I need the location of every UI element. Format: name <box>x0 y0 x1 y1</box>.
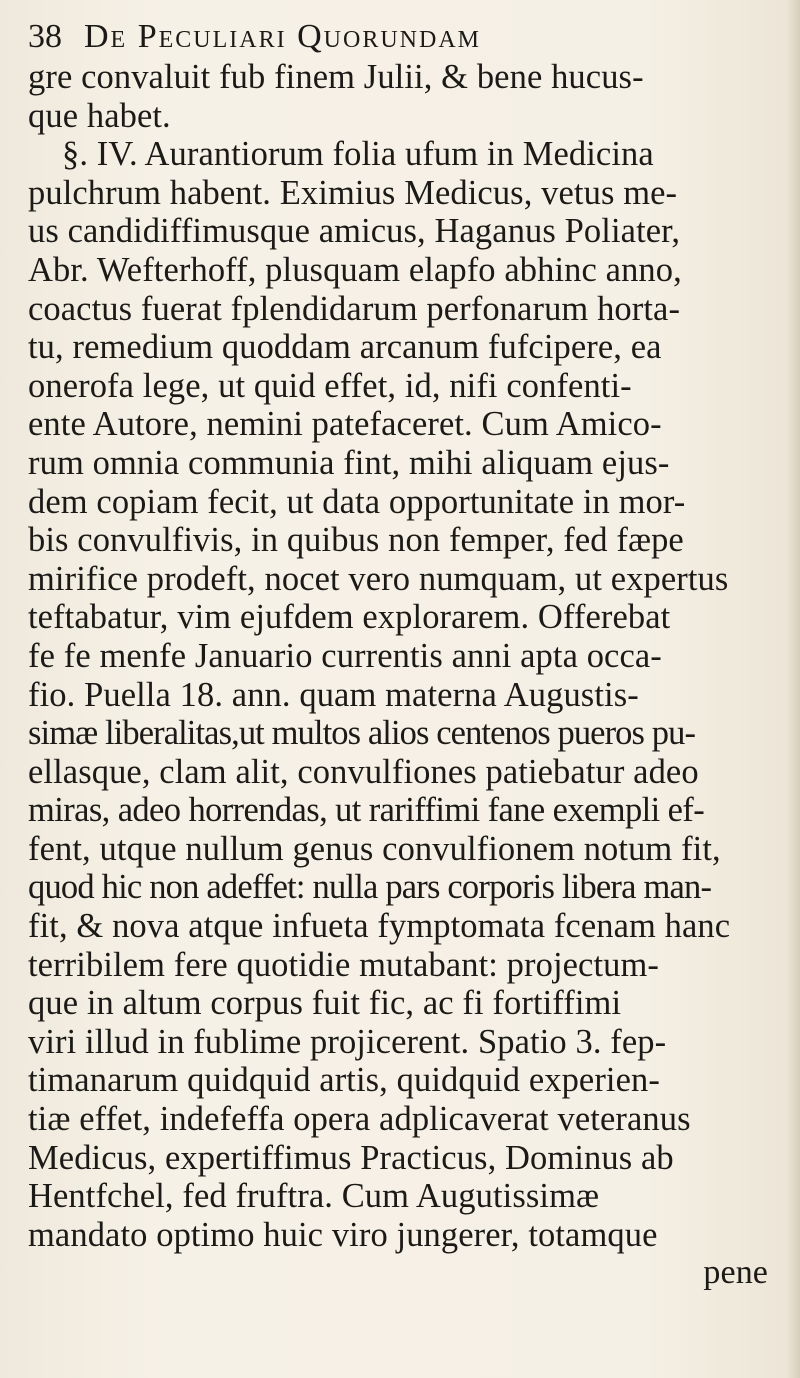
text-line: ellasque, clam alit, convulfiones patiebatur adeo <box>28 752 699 791</box>
section-heading-line: §. IV. Aurantiorum folia ufum in Medicina <box>62 135 654 174</box>
text-line: us candidiffimusque amicus, Haganus Poliater, <box>28 212 681 251</box>
text-line: bis convulfivis, in quibus non femper, fed fæpe <box>28 521 684 560</box>
text-line: mirifice prodeft, nocet vero numquam, ut expertus <box>28 559 729 598</box>
text-line: timanarum quidquid artis, quidquid experien- <box>28 1061 660 1100</box>
page-edge-shadow <box>786 0 800 1378</box>
text-line: que in altum corpus fuit fic, ac fi fortiffimi <box>28 984 622 1023</box>
text-line: mandato optimo huic viro jungerer, totamque <box>28 1215 658 1254</box>
text-line: onerofa lege, ut quid effet, id, nifi confenti- <box>28 366 632 405</box>
text-line: pulchrum habent. Eximius Medicus, vetus me- <box>28 173 678 212</box>
text-line: tiæ effet, indefeffa opera adplicaverat veteranus <box>28 1100 691 1139</box>
text-line: ente Autore, nemini patefaceret. Cum Amico- <box>28 405 662 444</box>
page-header <box>28 12 768 62</box>
text-line: viri illud in fublime projicerent. Spatio 3. fep- <box>28 1022 667 1061</box>
text-line: dem copiam fecit, ut data opportunitate in mor- <box>28 482 686 521</box>
text-line: fent, utque nullum genus convulfionem notum fit, <box>28 829 721 868</box>
text-line: fio. Puella 18. ann. quam materna Augustis- <box>28 675 639 714</box>
catchword: pene <box>703 1254 768 1292</box>
text-line: teftabatur, vim ejufdem explorarem. Offerebat <box>28 598 671 637</box>
text-line: quod hic non adeffet: nulla pars corporis libera man- <box>28 868 712 907</box>
text-line: Medicus, expertiffimus Practicus, Dominus ab <box>28 1138 674 1177</box>
text-line: fit, & nova atque infueta fymptomata fcenam hanc <box>28 907 731 946</box>
text-line: miras, adeo horrendas, ut rariffimi fane exempli ef- <box>28 791 705 830</box>
text-line: fe fe menfe Januario currentis anni apta occa- <box>28 636 662 675</box>
text-line: simæ liberalitas,ut multos alios centenos pueros pu- <box>28 714 696 753</box>
text-line: terribilem fere quotidie mutabant: projectum- <box>28 945 660 984</box>
running-head: De Peculiari Quorundam <box>84 18 482 55</box>
text-line: Abr. Wefterhoff, plusquam elapfo abhinc anno, <box>28 250 682 289</box>
text-line: gre convaluit fub finem Julii, & bene hucus- <box>28 58 644 96</box>
page-number: 38 <box>28 18 62 55</box>
text-line: Hentfchel, fed fruftra. Cum Augutissimæ <box>28 1177 600 1216</box>
text-line: rum omnia communia fint, mihi aliquam ejus- <box>28 443 670 482</box>
text-line: que habet. <box>28 96 171 135</box>
body-text <box>28 58 778 1293</box>
text-line: coactus fuerat fplendidarum perfonarum horta- <box>28 289 681 328</box>
text-line: tu, remedium quoddam arcanum fufcipere, ea <box>28 328 662 367</box>
